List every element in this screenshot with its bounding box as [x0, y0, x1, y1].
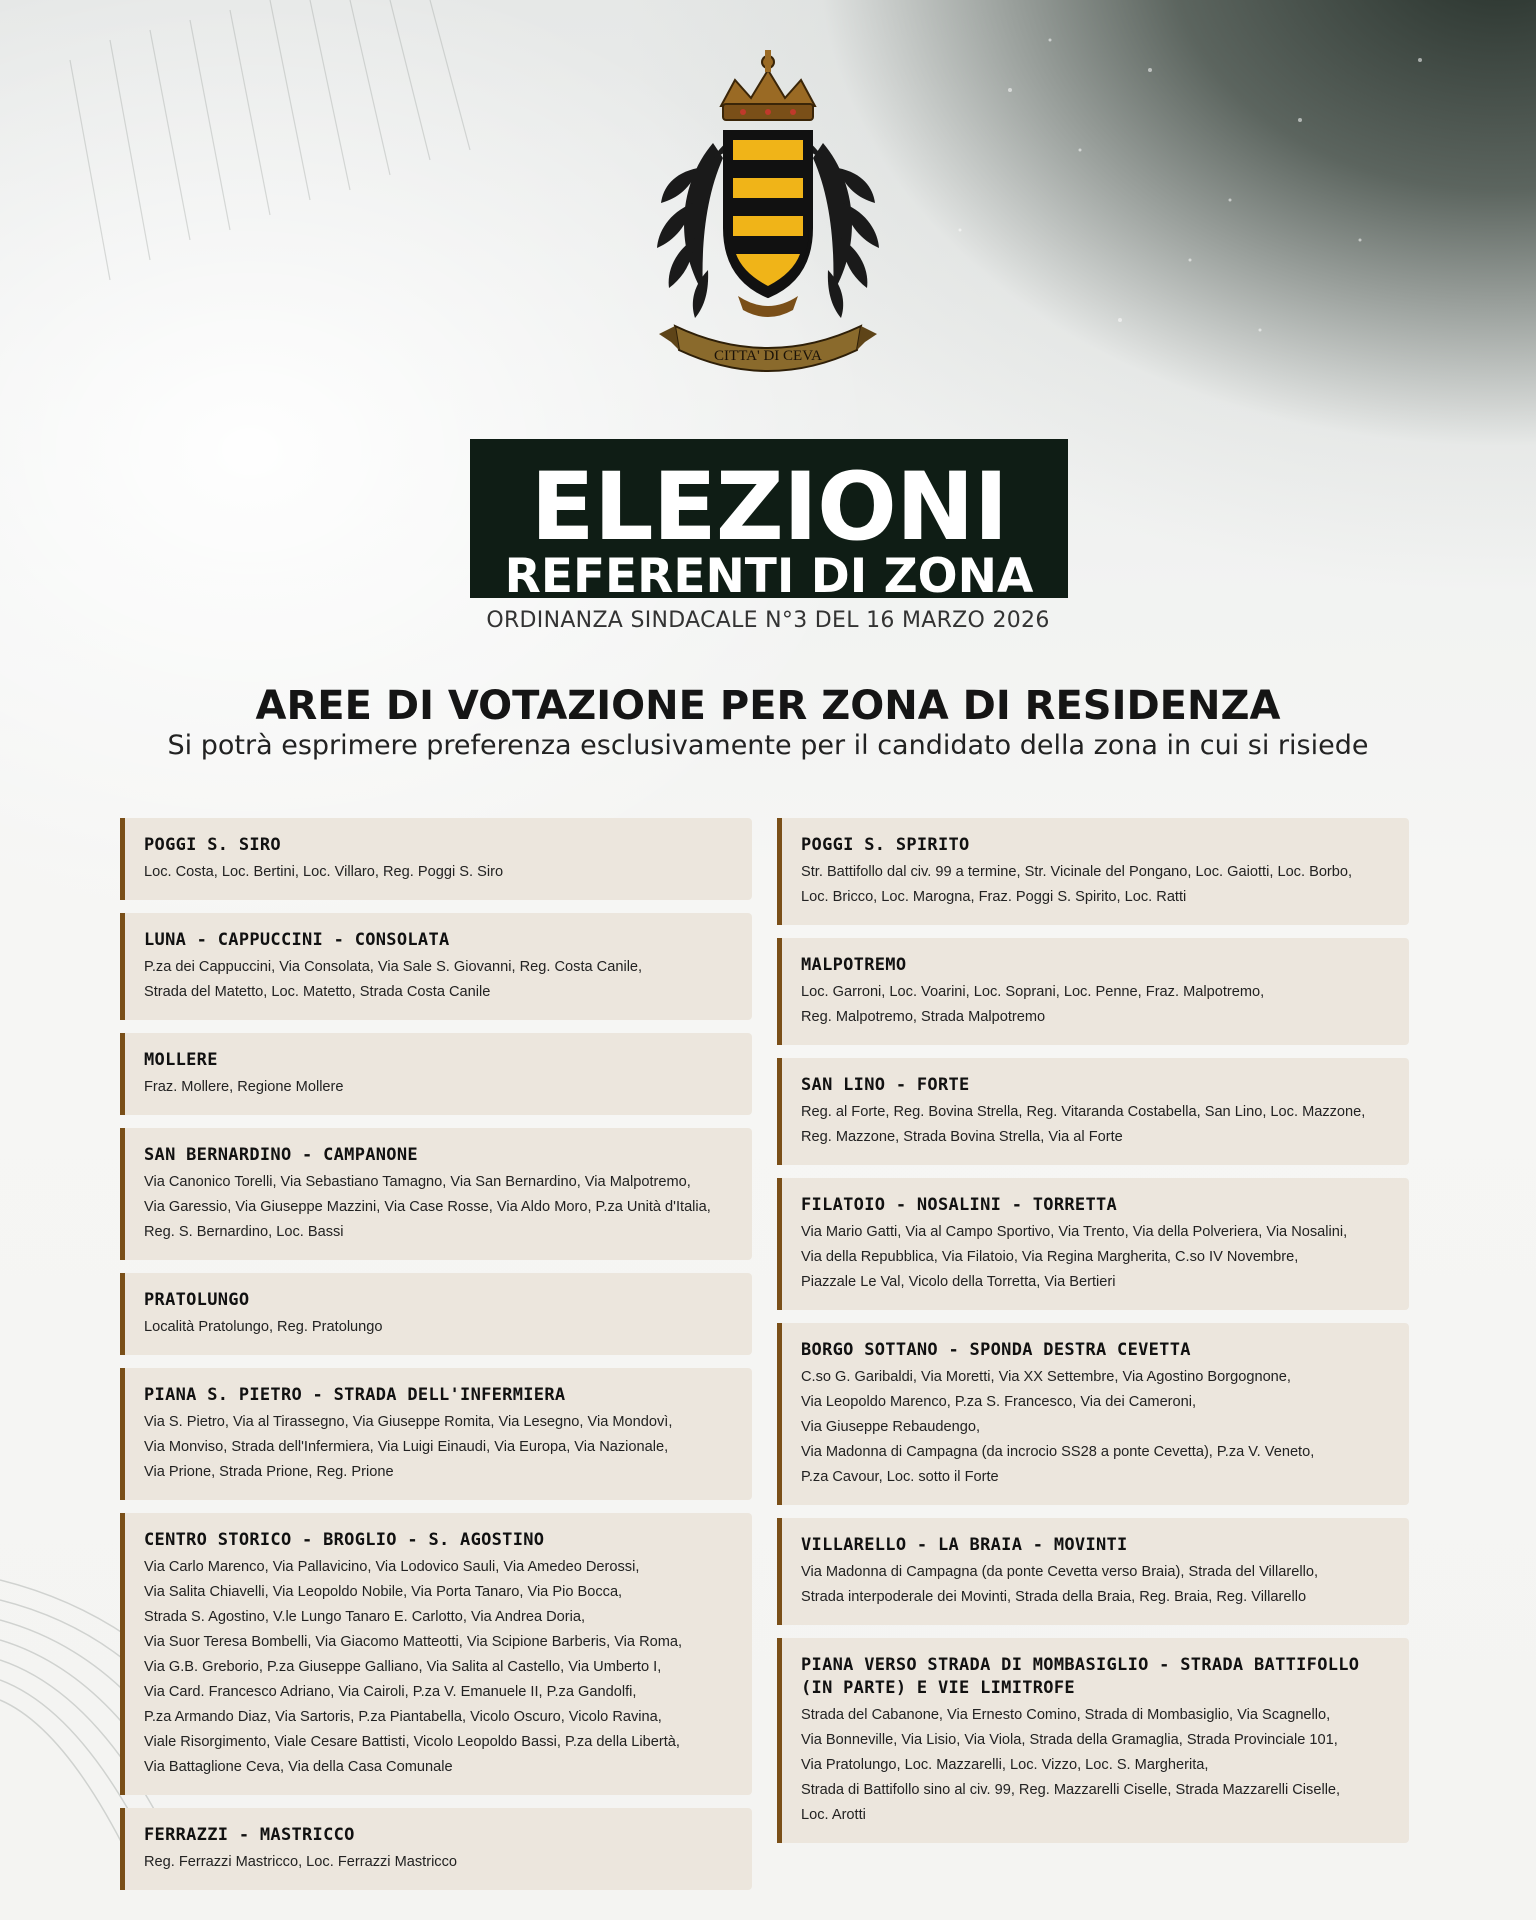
zone-card — [120, 913, 752, 1020]
zone-streets: Località Pratolungo, Reg. Pratolungo — [144, 1319, 383, 1335]
zone-name: SAN BERNARDINO - CAMPANONE — [144, 1145, 418, 1165]
zone-streets: Loc. Garroni, Loc. Voarini, Loc. Soprani, Loc. Penne, Fraz. Malpotremo, Reg. Malpotremo, Strada Malpotremo — [801, 984, 1265, 1025]
zone-card — [120, 1128, 752, 1260]
zone-card — [120, 1273, 752, 1355]
zone-card — [120, 818, 752, 900]
zone-name: MOLLERE — [144, 1050, 218, 1070]
zone-name: SAN LINO - FORTE — [801, 1075, 970, 1095]
zone-streets: Via S. Pietro, Via al Tirassegno, Via Giuseppe Romita, Via Lesegno, Via Mondovì, Via Monviso, Strada dell'Infermiera, Via Luigi Einaudi, Via Europa, Via Nazionale, Via Prione, Strada Prione, Reg. Prione — [144, 1414, 673, 1480]
zone-name: VILLARELLO - LA BRAIA - MOVINTI — [801, 1535, 1128, 1555]
zone-streets: P.za dei Cappuccini, Via Consolata, Via Sale S. Giovanni, Reg. Costa Canile, Strada del Matetto, Loc. Matetto, Strada Costa Canile — [144, 959, 643, 1000]
zone-name: PIANA S. PIETRO - STRADA DELL'INFERMIERA — [144, 1385, 566, 1405]
zone-streets: C.so G. Garibaldi, Via Moretti, Via XX Settembre, Via Agostino Borgognone, Via Leopoldo Marenco, P.za S. Francesco, Via dei Cameroni, Via Giuseppe Rebaudengo, Via Madonna di Campagna (da incrocio SS28 a ponte Cevetta), P.za V. Veneto, P.za Cavour, Loc. sotto il Forte — [801, 1369, 1315, 1485]
zone-streets: Reg. al Forte, Reg. Bovina Strella, Reg. Vitaranda Costabella, San Lino, Loc. Mazzone, Reg. Mazzone, Strada Bovina Strella, Via al Forte — [801, 1104, 1366, 1145]
zone-streets: Via Carlo Marenco, Via Pallavicino, Via Lodovico Sauli, Via Amedeo Derossi, Via Salita Chiavelli, Via Leopoldo Nobile, Via Porta Tanaro, Via Pio Bocca, Strada S. Agostino, V.le Lungo Tanaro E. Carlotto, Via Andrea Doria, Via Suor Teresa Bombelli, Via Giacomo Matteotti, Via Scipione Barberis, Via Roma, Via G.B. Greborio, P.za Giuseppe Galliano, Via Salita al Castello, Via Umberto I, Via Card. Francesco Adriano, Via Cairoli, P.za V. Emanuele II, P.za Gandolfi, P.za Armando Diaz, Via Sartoris, P.za Piantabella, Vicolo Oscuro, Vicolo Ravina, Viale Risorgimento, Viale Cesare Battisti, Vicolo Leopoldo Bassi, P.za della Libertà, Via Battaglione Ceva, Via della Casa Comunale — [144, 1559, 683, 1775]
zone-card — [777, 1323, 1409, 1505]
zone-name: FILATOIO - NOSALINI - TORRETTA — [801, 1195, 1118, 1215]
crest-motto: CITTA' DI CEVA — [714, 348, 822, 364]
zone-card — [120, 1513, 752, 1795]
zone-card — [777, 818, 1409, 925]
section-subheading: Si potrà esprimere preferenza esclusivamente per il candidato della zona in cui si risiede — [167, 730, 1369, 761]
zone-name: PIANA VERSO STRADA DI MOMBASIGLIO - STRADA BATTIFOLLO (IN PARTE) E VIE LIMITROFE — [801, 1655, 1360, 1698]
zone-name: BORGO SOTTANO - SPONDA DESTRA CEVETTA — [801, 1340, 1191, 1360]
zones-column-left — [120, 818, 752, 1903]
zone-card — [777, 938, 1409, 1045]
title-banner — [470, 439, 1068, 604]
zone-name: POGGI S. SIRO — [144, 835, 281, 855]
zone-card — [777, 1058, 1409, 1165]
zone-streets: Str. Battifollo dal civ. 99 a termine, Str. Vicinale del Pongano, Loc. Gaiotti, Loc. Borbo, Loc. Bricco, Loc. Marogna, Fraz. Poggi S. Spirito, Loc. Ratti — [801, 864, 1353, 905]
zone-streets: Loc. Costa, Loc. Bertini, Loc. Villaro, Reg. Poggi S. Siro — [144, 864, 504, 880]
zone-name: POGGI S. SPIRITO — [801, 835, 970, 855]
zone-card — [777, 1178, 1409, 1310]
zone-card — [777, 1518, 1409, 1625]
zone-card — [120, 1033, 752, 1115]
city-crest-logo — [643, 48, 893, 378]
zone-name: FERRAZZI - MASTRICCO — [144, 1825, 355, 1845]
zone-streets: Via Mario Gatti, Via al Campo Sportivo, Via Trento, Via della Polveriera, Via Nosalini, Via della Repubblica, Via Filatoio, Via Regina Margherita, C.so IV Novembre, Piazzale Le Val, Vicolo della Torretta, Via Bertieri — [801, 1224, 1348, 1290]
zone-card — [120, 1368, 752, 1500]
zone-streets: Via Madonna di Campagna (da ponte Cevetta verso Braia), Strada del Villarello, Strada interpoderale dei Movinti, Strada della Braia, Reg. Braia, Reg. Villarello — [801, 1564, 1319, 1605]
zone-streets: Reg. Ferrazzi Mastricco, Loc. Ferrazzi Mastricco — [144, 1854, 458, 1870]
ordinance-reference: ORDINANZA SINDACALE N°3 DEL 16 MARZO 2026 — [486, 608, 1050, 633]
zones-column-right — [777, 818, 1409, 1856]
zone-card — [120, 1808, 752, 1890]
zone-name: PRATOLUNGO — [144, 1290, 250, 1310]
page-title: ELEZIONI — [530, 453, 1008, 562]
zone-name: CENTRO STORICO - BROGLIO - S. AGOSTINO — [144, 1530, 545, 1550]
zone-streets: Via Canonico Torelli, Via Sebastiano Tamagno, Via San Bernardino, Via Malpotremo, Via Garessio, Via Giuseppe Mazzini, Via Case Rosse, Via Aldo Moro, P.za Unità d'Italia, Reg. S. Bernardino, Loc. Bassi — [144, 1174, 711, 1240]
zone-name: MALPOTREMO — [801, 955, 907, 975]
zone-name: LUNA - CAPPUCCINI - CONSOLATA — [144, 930, 450, 950]
zone-card — [777, 1638, 1409, 1843]
zone-streets: Fraz. Mollere, Regione Mollere — [144, 1079, 344, 1095]
page-subtitle: REFERENTI DI ZONA — [504, 549, 1034, 604]
section-heading: AREE DI VOTAZIONE PER ZONA DI RESIDENZA — [255, 683, 1281, 729]
zone-streets: Strada del Cabanone, Via Ernesto Comino, Strada di Mombasiglio, Via Scagnello, Via Bonneville, Via Lisio, Via Viola, Strada della Gramaglia, Strada Provinciale 101, Via Pratolungo, Loc. Mazzarelli, Loc. Vizzo, Loc. S. Margherita, Strada di Battifollo sino al civ. 99, Reg. Mazzarelli Ciselle, Strada Mazzarelli Ciselle, Loc. Arotti — [801, 1707, 1341, 1823]
